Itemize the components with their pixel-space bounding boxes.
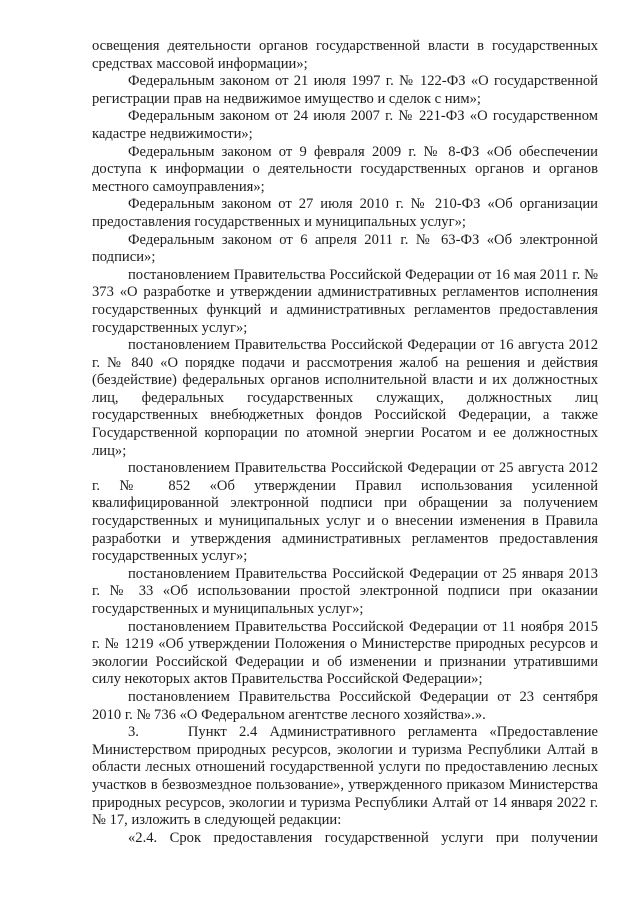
paragraph-decree-852: постановлением Правительства Российской Федерации от 25 августа 2012 г. № 852 «Об утверждении Правил использования усиленной квалифицированной электронной подписи при обращении за получением государственных и муниципальных услуг и о внесении изменения в Правила разработки и утверждения административных регламентов предоставления государственных услуг»; (92, 460, 598, 565)
paragraph-decree-840: постановлением Правительства Российской Федерации от 16 августа 2012 г. № 840 «О порядке подачи и рассмотрения жалоб на решения и действия (бездействие) федеральных органов исполнительной власти и их должностных лиц, федеральных государственных служащих, должностных лиц государственных внебюджетных фондов Российской Федерации, а также Государственной корпорации по атомной энергии Росатом и ее должностных лиц»; (92, 337, 598, 459)
paragraph-law-8: Федеральным законом от 9 февраля 2009 г. № 8-ФЗ «Об обеспечении доступа к информации о деятельности государственных органов и органов местного самоуправления»; (92, 143, 598, 195)
paragraph-decree-373: постановлением Правительства Российской Федерации от 16 мая 2011 г. № 373 «О разработке и утверждении административных регламентов исполнения государственных функций и административных регламентов предоставления государственных услуг»; (92, 266, 598, 336)
paragraph-law-63: Федеральным законом от 6 апреля 2011 г. № 63-ФЗ «Об электронной подписи»; (92, 231, 598, 266)
paragraph-decree-1219: постановлением Правительства Российской Федерации от 11 ноября 2015 г. № 1219 «Об утверждении Положения о Министерстве природных ресурсов и экологии Российской Федерации и об изменении и признании утратившими силу некоторых актов Правительства Российской Федерации»; (92, 618, 598, 688)
paragraph-law-122: Федеральным законом от 21 июля 1997 г. № 122-ФЗ «О государственной регистрации прав на недвижимое имущество и сделок с ним»; (92, 73, 598, 107)
paragraph-item-3: 3. Пункт 2.4 Административного регламента «Предоставление Министерством природных ресурсов, экологии и туризма Республики Алтай в области лесных отношений государственной услуги по предоставлению лесных участков в безвозмездное пользование», утвержденного приказом Министерства природных ресурсов, экологии и туризма Республики Алтай от 14 января 2022 г. № 17, изложить в следующей редакции: (92, 724, 602, 829)
paragraph-item-2-4: «2.4. Срок предоставления государственной услуги при получении (128, 829, 598, 846)
paragraph-law-221: Федеральным законом от 24 июля 2007 г. № 221-ФЗ «О государственном кадастре недвижимости»; (92, 108, 598, 142)
paragraph-continuation: освещения деятельности органов государственной власти в государственных средствах массовой информации»; (92, 38, 598, 72)
paragraph-decree-33: постановлением Правительства Российской Федерации от 25 января 2013 г. № 33 «Об использовании простой электронной подписи при оказании государственных и муниципальных услуг»; (92, 565, 598, 617)
paragraph-law-210: Федеральным законом от 27 июля 2010 г. № 210-ФЗ «Об организации предоставления государственных и муниципальных услуг»; (92, 196, 598, 230)
document-page (92, 38, 602, 847)
paragraph-decree-736: постановлением Правительства Российской Федерации от 23 сентября 2010 г. № 736 «О Федеральном агентстве лесного хозяйства».». (92, 688, 598, 723)
